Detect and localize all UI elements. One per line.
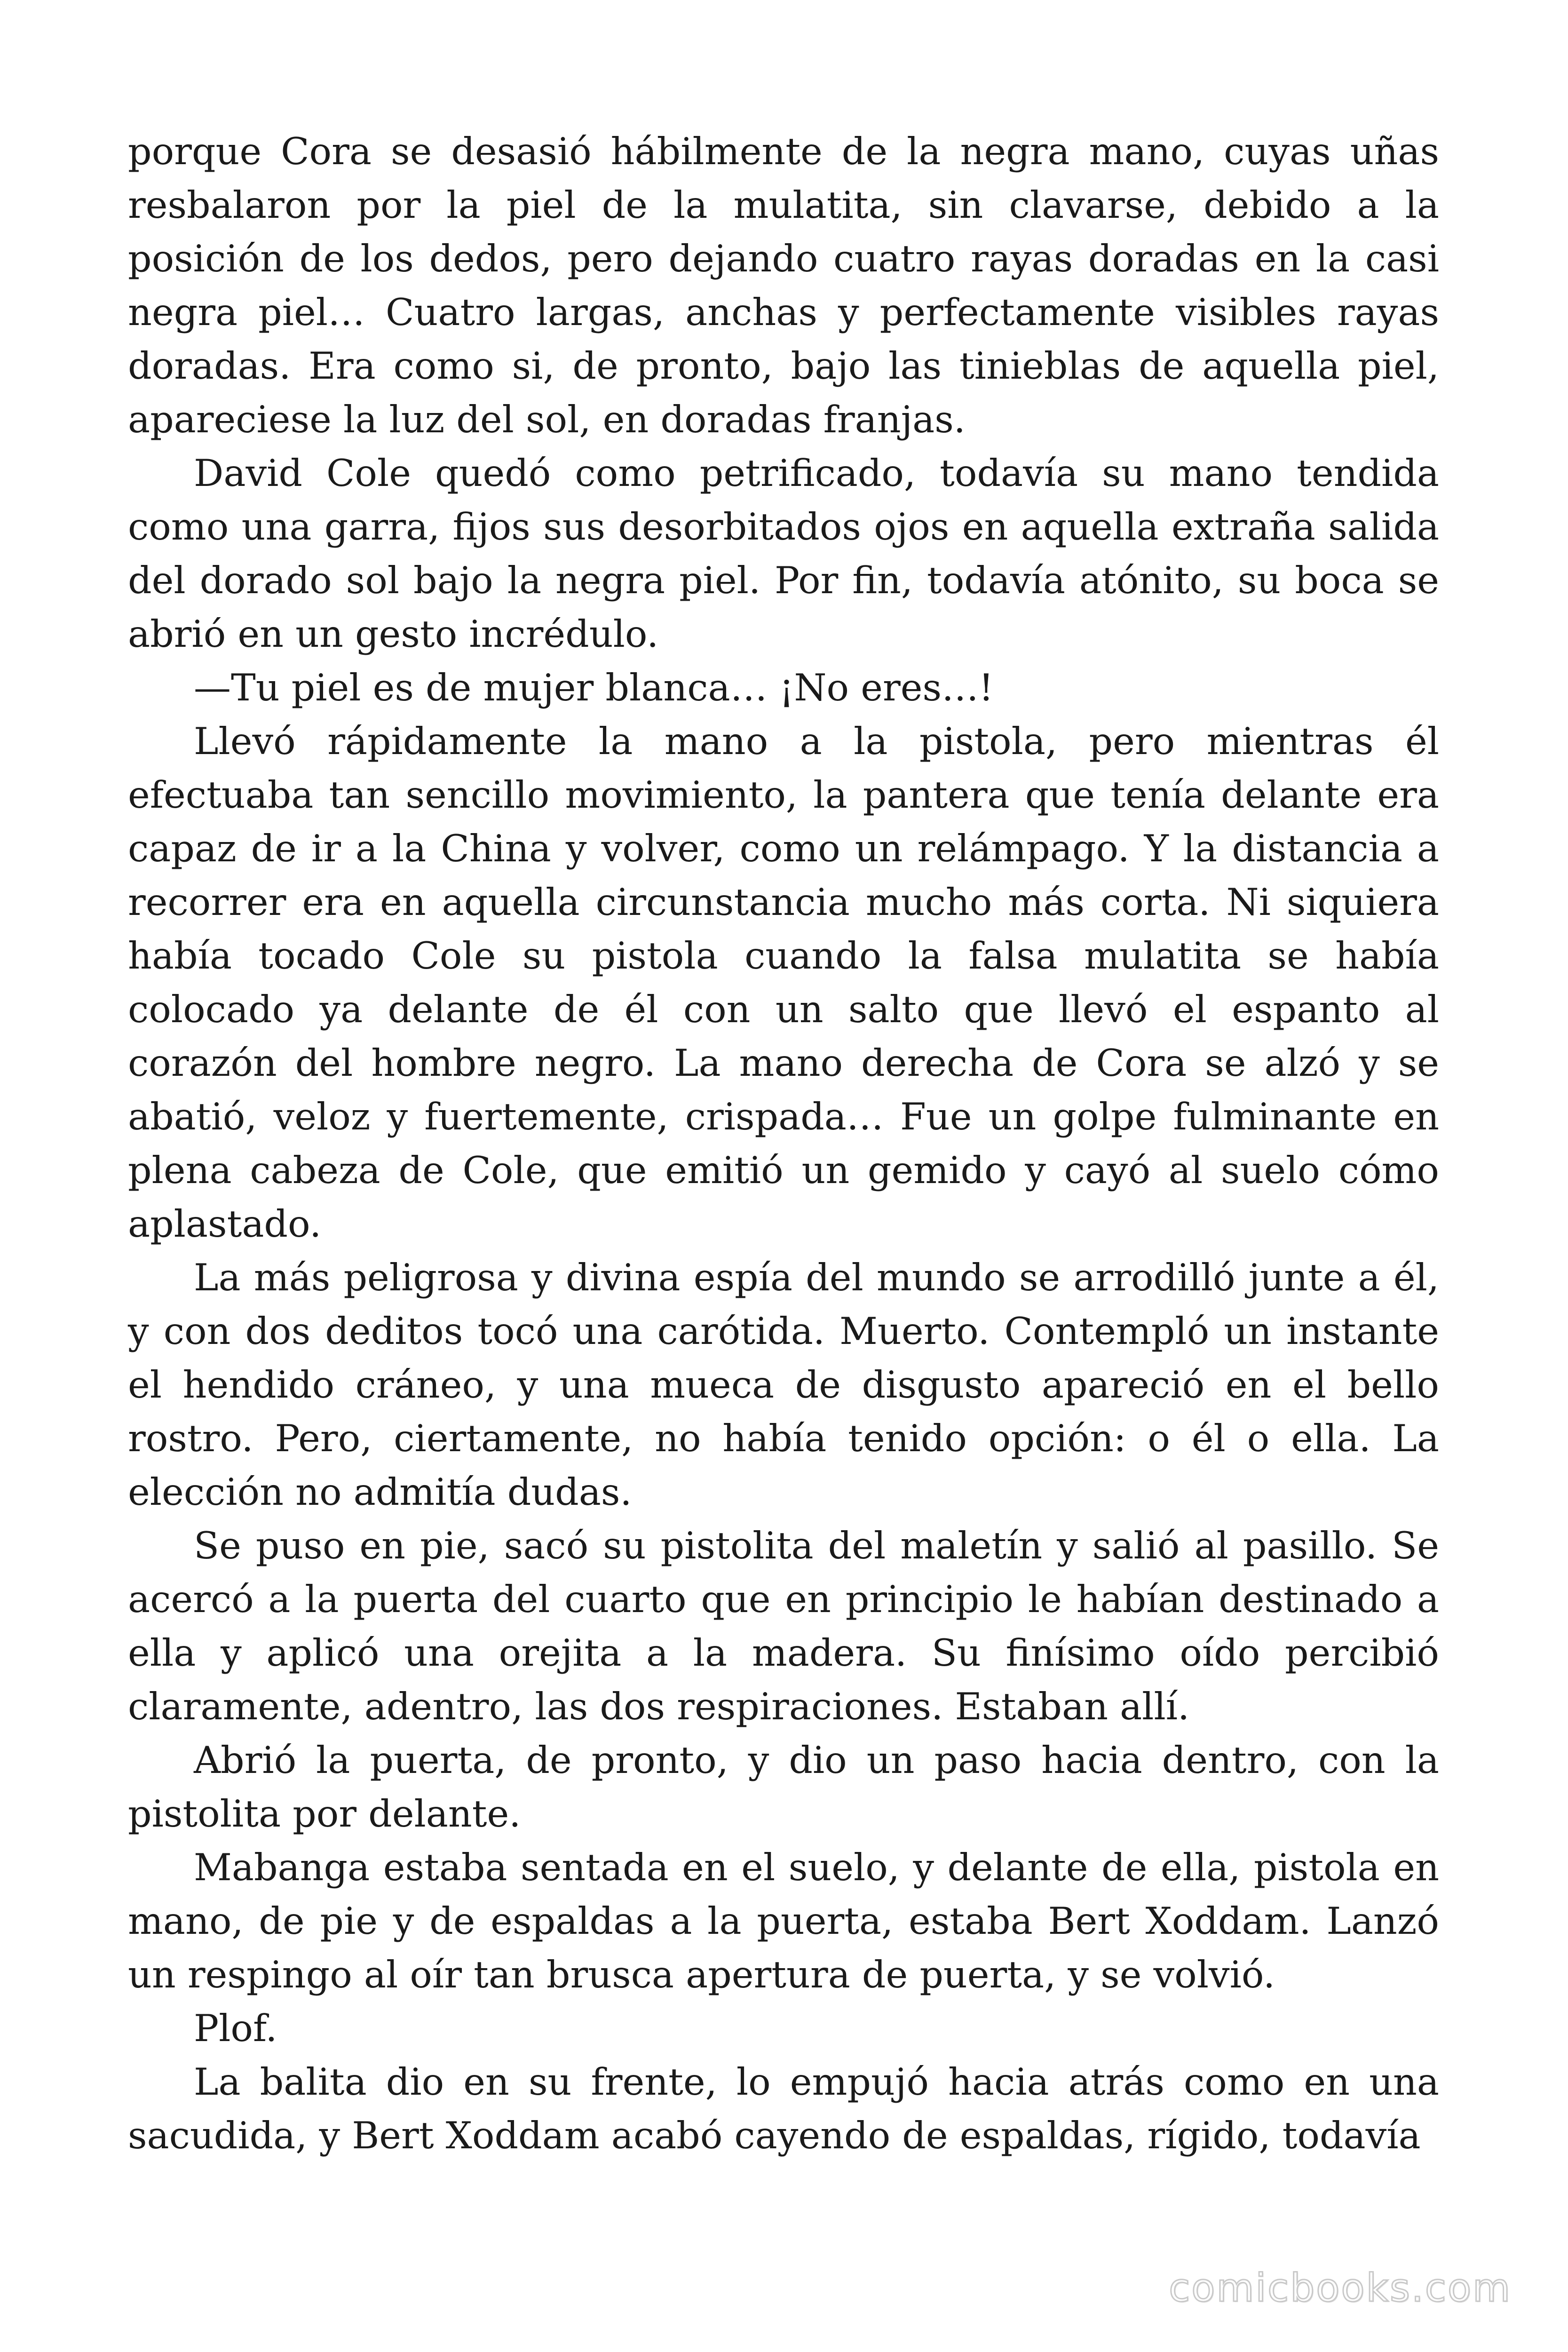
paragraph-9: Plof. xyxy=(194,2007,277,2050)
paragraph-8: Mabanga estaba sentada en el suelo, y delante de ella, pistola en mano, de pie y de espaldas a la puerta, estaba Bert Xoddam. Lanzó un respingo al oír tan brusca apertura de puerta, y se volvió. xyxy=(128,1846,1439,1996)
book-page-text xyxy=(128,125,1439,2162)
paragraph-10: La balita dio en su frente, lo empujó hacia atrás como en una sacudida, y Bert Xoddam acabó cayendo de espaldas, rígido, todavía xyxy=(128,2060,1439,2157)
paragraph-6: Se puso en pie, sacó su pistolita del maletín y salió al pasillo. Se acercó a la puerta del cuarto que en principio le habían destinado a ella y aplicó una orejita a la madera. Su finísimo oído percibió claramente, adentro, las dos respiraciones. Estaban allí. xyxy=(128,1524,1439,1728)
paragraph-7: Abrió la puerta, de pronto, y dio un paso hacia dentro, con la pistolita por delante. xyxy=(128,1739,1439,1836)
paragraph-2: David Cole quedó como petrificado, todavía su mano tendida como una garra, fijos sus desorbitados ojos en aquella extraña salida del dorado sol bajo la negra piel. Por fin, todavía atónito, su boca se abrió en un gesto incrédulo. xyxy=(128,452,1439,656)
watermark: comicbooks.com xyxy=(1169,2266,1512,2311)
paragraph-5: La más peligrosa y divina espía del mundo se arrodilló junte a él, y con dos deditos tocó una carótida. Muerto. Contempló un instante el hendido cráneo, y una mueca de disgusto apareció en el bello rostro. Pero, ciertamente, no había tenido opción: o él o ella. La elección no admitía dudas. xyxy=(128,1256,1439,1514)
paragraph-3: —Tu piel es de mujer blanca… ¡No eres…! xyxy=(194,666,994,709)
paragraph-1: porque Cora se desasió hábilmente de la negra mano, cuyas uñas resbalaron por la piel de la mulatita, sin clavarse, debido a la posición de los dedos, pero dejando cuatro rayas doradas en la casi negra piel… Cuatro largas, anchas y perfectamente visibles rayas doradas. Era como si, de pronto, bajo las tinieblas de aquella piel, apareciese la luz del sol, en doradas franjas. xyxy=(128,130,1439,441)
paragraph-4: Llevó rápidamente la mano a la pistola, pero mientras él efectuaba tan sencillo movimiento, la pantera que tenía delante era capaz de ir a la China y volver, como un relámpago. Y la distancia a recorrer era en aquella circunstancia mucho más corta. Ni siquiera había tocado Cole su pistola cuando la falsa mulatita se había colocado ya delante de él con un salto que llevó el espanto al corazón del hombre negro. La mano derecha de Cora se alzó y se abatió, veloz y fuertemente, crispada… Fue un golpe fulminante en plena cabeza de Cole, que emitió un gemido y cayó al suelo cómo aplastado. xyxy=(128,720,1439,1246)
